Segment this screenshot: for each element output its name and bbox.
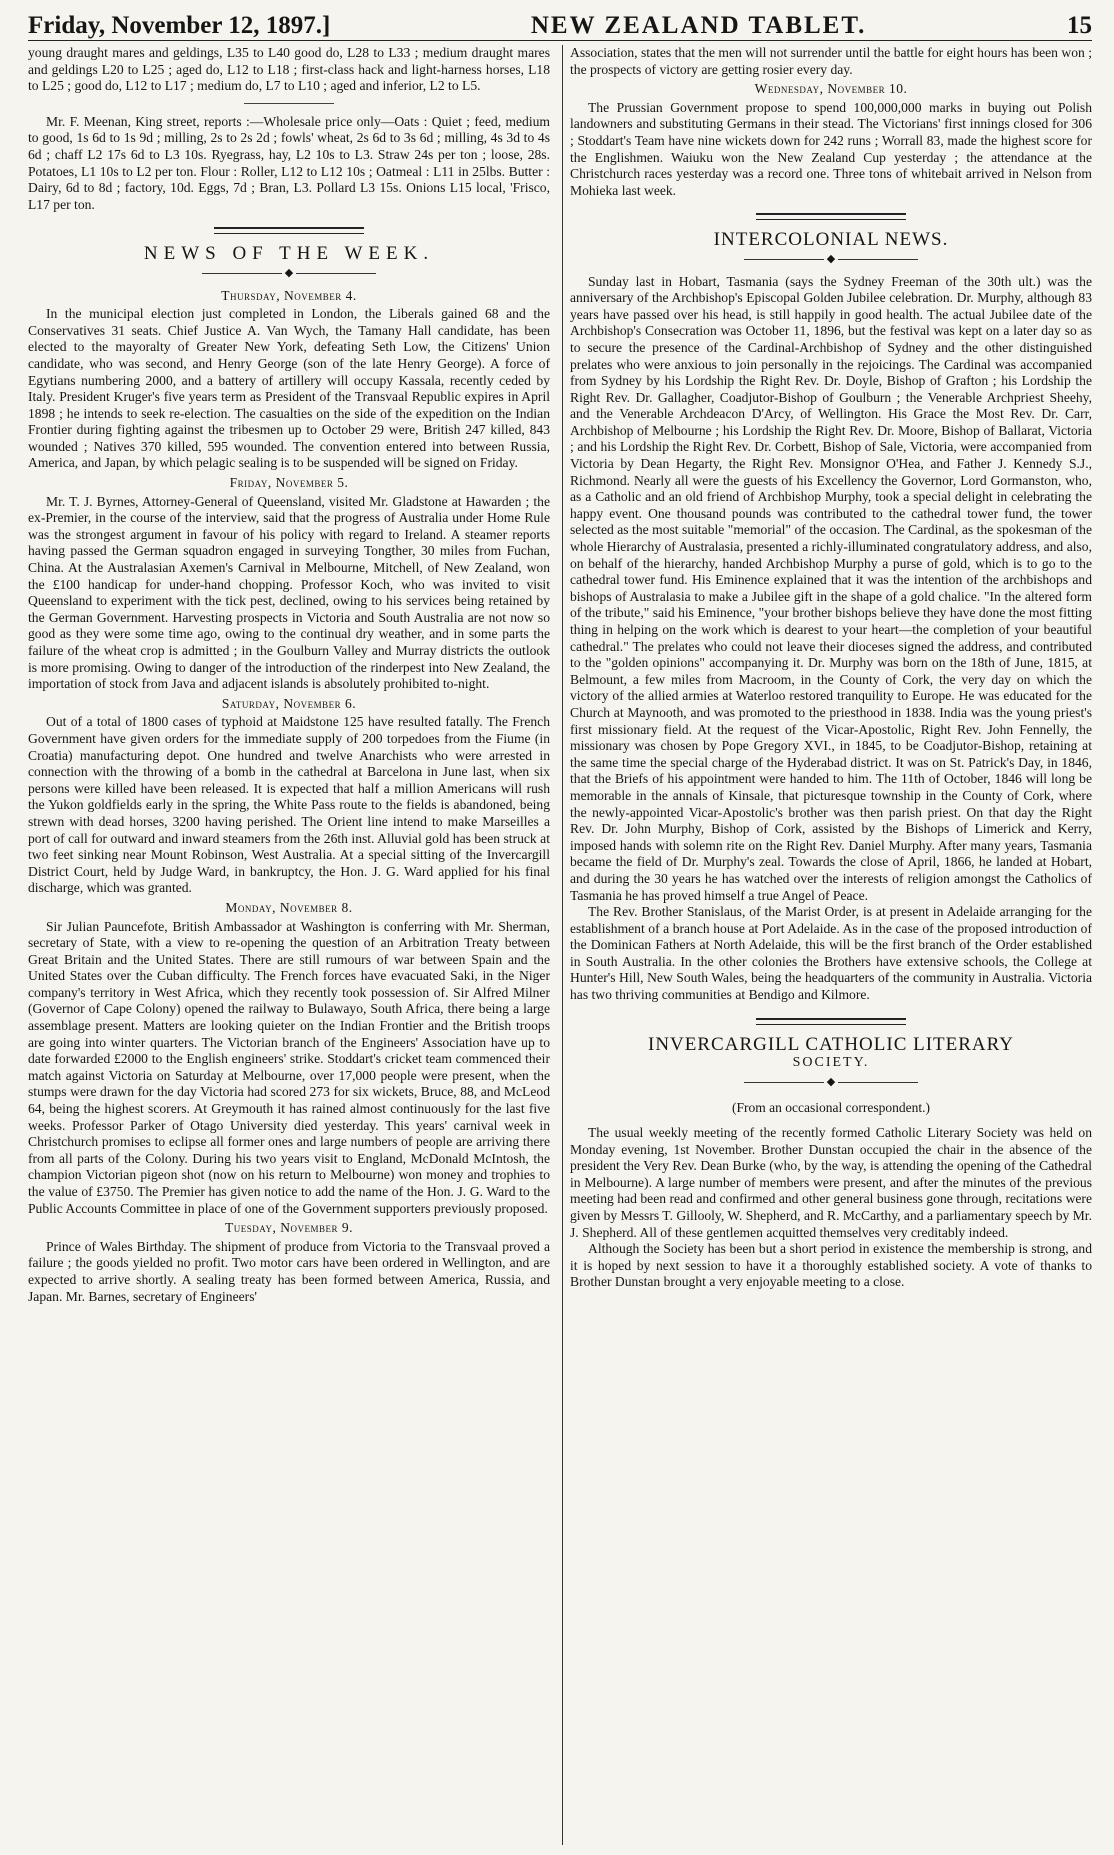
diamond-icon: ◆ [284, 266, 294, 279]
news-continued: Association, states that the men will not surrender until the battle for eight hours has been won ; the prospects of victory are getting rosier every day. [570, 45, 1092, 77]
divider [244, 103, 334, 104]
thursday-news: In the municipal election just completed in London, the Liberals gained 68 and the Conservatives 31 seats. Chief Justice A. Van Wych, the Tamany Hall candidate, has been elected to the mayoralty of Greater New York, defeating Seth Low, the Citizens' Union candidate, who was second, and Henry George (son of the late Henry George). A force of Egytians numbering 2000, and a battery of artillery will occupy Kassala, recently ceded by Italy. President Kruger's five years term as President of the Transvaal Republic expires in April 1898 ; he intends to seek re-election. The casualties on the side of the expedition on the Indian Frontier during fighting against the tribesmen up to October 29 were, British 247 killed, 843 wounded ; Natives 370 killed, 595 wounded. The convention entered into between Russia, America, and Japan, by which pelagic sealing is to be suspended will be signed on Friday. [28, 306, 550, 471]
left-column [28, 45, 560, 1305]
issue-date: Friday, November 12, 1897.] [28, 12, 331, 39]
column-divider [562, 45, 563, 1845]
tuesday-heading: Tuesday, November 9. [225, 1220, 353, 1236]
correspondent-line: (From an occasional correspondent.) [732, 1100, 930, 1116]
saturday-heading: Saturday, November 6. [221, 695, 357, 711]
monday-news: Sir Julian Pauncefote, British Ambassador at Washington is conferring with Mr. Sherman, secretary of State, with a view to re-opening the question of an Arbitration Treaty between Great Britain and the United States. There are still rumours of war between Spain and the United States over the Cuban difficulty. The French forces have evacuated Saki, in the Niger company's territory in West Africa, which they recently took possession of. Sir Alfred Milner (Governor of Cape Colony) opened the railway to Bulawayo, South Africa, there being a large assemblage present. Matters are looking quieter on the Indian Frontier and the British troops are going into winter quarters. The Victorian branch of the Engineers' Association have up to date forwarded £2000 to the English engineers' strike. Stoddart's cricket team commenced their match against Victoria on Saturday at Melbourne, over 17,000 people were present, when the stumps were drawn for the day Victoria had scored 273 for six wickets, Bruce, 88, and McLeod 64, being the highest scorers. At Greymouth it has rained almost continuously for the last five weeks. Professor Parker of Otago University died yesterday. This years' carnival week in Christchurch promises to eclipse all former ones and large numbers of people are arriving there from all parts of the Colony. During his two years visit to England, McDonald McIntosh, the champion Victorian pigeon shot (now on his return to Melbourne) won money and trophies to the value of £3750. The Premier has given notice to add the name of the Hon. J. G. Ward to the Public Accounts Committee in place of one of the Government supporters previously proposed. [28, 918, 550, 1216]
columns [28, 45, 1092, 1305]
page-header [28, 6, 1092, 41]
ornament [570, 1074, 1092, 1091]
friday-news: Mr. T. J. Byrnes, Attorney-General of Queensland, visited Mr. Gladstone at Hawarden ; the ex-Premier, in the course of the interview, said that the progress of Australia under Home Rule was the strongest argument in favour of his policy with regard to Ireland. A steamer reports having passed the German squadron engaged in surveying Tongther, 30 miles from Fuchan, China. At the Australasian Axemen's Carnival in Melbourne, Mitchell, of New Zealand, won the £100 handicap for under-hand chopping. Professor Koch, who was invited to visit Queensland to experiment with the tick pest, declined, owing to his services being retained by the German Government. Harvesting prospects in Victoria and South Australia are not now so good as they were some time ago, owing to the continual dry weather, and in some parts the failure of the wheat crop is admitted ; in the Goulburn Valley and Murray districts the outlook is more promising. Owing to danger of the introduction of the rinderpest into New Zealand, the importation of stock from Java and adjacent islands is absolutely prohibited to-night. [28, 493, 550, 692]
literary-society-subheading: SOCIETY. [792, 1055, 870, 1071]
ornament [28, 265, 550, 282]
meenan-report: Mr. F. Meenan, King street, reports :—Wholesale price only—Oats : Quiet ; feed, medium to good, 1s 6d to 1s 9d ; milling, 2s to 2s 2d ; fowls' wheat, 2s 6d to 3s 6d ; milling, 4s 3d to 4s 6d ; chaff L2 17s 6d to L3 10s. Ryegrass, hay, L2 10s to L3. Straw 24s per ton ; loose, 28s. Potatoes, L1 10s to L2 per ton. Flour : Roller, L12 to L12 10s ; Oatmeal : L11 in 25lbs. Butter : Dairy, 6d to 8d ; factory, 10d. Eggs, 7d ; Bran, L3. Pollard L3 15s. Onions L15 local, 'Frisco, L17 per ton. [28, 113, 550, 212]
literary-society-report: The usual weekly meeting of the recently formed Catholic Literary Society was held on Monday evening, 1st November. Brother Dunstan occupied the chair in the absence of the president the Very Rev. Dean Burke (who, by the way, is attending the opening of the Cathedral in Melbourne). A large number of members were present, and after the minutes of the previous meeting had been read and confirmed and other general business gone through, recitations were given by Messrs T. Gillooly, W. Shepherd, and R. McCarthy, and a parliamentary speech by Mr. J. Shepherd. All of these gentlemen acquitted themselves very creditably indeed. [570, 1125, 1092, 1240]
ornament [570, 251, 1092, 268]
intercolonial-article: Sunday last in Hobart, Tasmania (says the Sydney Freeman of the 30th ult.) was the anniversary of the Archbishop's Episcopal Golden Jubilee celebration. Dr. Murphy, although 83 years have passed over his head, is still happily in good health. The actual Jubilee date of the Archbishop's Consecration was October 11, 1896, but the festival was kept on a later day so as to secure the presence of the Cardinal-Archbishop of Sydney and the other distinguished prelates who were anxious to join personally in the rejoicings. The Cardinal was accompanied from Sydney by his Lordship the Right Rev. Dr. Doyle, Bishop of Grafton ; his Lordship the Right Rev. Dr. Gallagher, Coadjutor-Bishop of Goulburn ; the Venerable Archpriest Sheehy, and the Venerable Archdeacon D'Arcy, of Wellington. His Grace the Most Rev. Dr. Carr, Archbishop of Melbourne ; his Lordship the Right Rev. Dr. Moore, Bishop of Ballarat, Victoria ; and his Lordship the Right Rev. Dr. Corbett, Bishop of Sale, Victoria, were accompanied from Victoria by Dean Hegarty, the Right Rev. Monsignor O'Hea, and Father J. Kennedy S.J., Richmond. Nearly all were the guests of his Excellency the Governor, Lord Gormanston, who, as a Catholic and an old friend of Archbishop Murphy, took a special delight in celebrating the happy event. One thousand pounds was contributed to the cathedral tower fund, the tower selected as the most suitable "memorial" of the occasion. The Cardinal, as the spokesman of the whole Hierarchy of Australasia, presented a richly-illuminated congratulatory address, and also, on behalf of the hierarchy, handed Archbishop Murphy a purse of gold, which is to go to the cathedral tower fund. His Eminence explained that it was the intention of the archbishops and bishops of Australasia to make a Jubilee gift in the shape of a gold chalice. "In the altered form of the tribute," said his Eminence, "your brother bishops believe they have done the most fitting thing in helping on the work which is dearest to your heart—the completion of your beautiful cathedral." The prelates who could not leave their dioceses signed the address, and contributed to the "golden opinions" accompanying it. Dr. Murphy was born on the 18th of June, 1815, at Belmount, a few miles from Macroom, in the County of Cork, the very day on which the victory of the allied armies at Waterloo restored tranquility to Europe. He was educated for the Church at Maynooth, and was promoted to the priesthood in 1838. India was the young priest's first missionary field. At the request of the Vicar-Apostolic, Right Rev. John Fennelly, the missionary was chosen by Pope Gregory XVI., in 1845, to be Coadjutor-Bishop, retaining at the same time the special charge of the Hyderabad district. It was on St. Patrick's Day, in 1846, that the Briefs of his appointment were handed to him. The 11th of October, 1846 will long be memorable in the annals of Kinsale, that picturesque township in the County of Cork, where the newly-appointed Vicar-Apostolic's brother was then parish priest. On that day the Right Rev. Dr. John Murphy, Bishop of Cork, assisted by the Bishops of Limerick and Kerry, imposed hands with solemn rite on the Right Rev. Daniel Murphy. After many years, Tasmania became the field of Dr. Murphy's zeal. Towards the close of April, 1866, he landed at Hobart, and during the 30 years he has watched over the interests of religion amongst the Catholics of Tasmania he has proved himself a true Angel of Peace. [570, 273, 1092, 903]
literary-society-heading: INVERCARGILL CATHOLIC LITERARY [648, 1033, 1014, 1055]
intercolonial-article: The Rev. Brother Stanislaus, of the Marist Order, is at present in Adelaide arranging for the establishment of a branch house at Port Adelaide. As in the case of the proposed introduction of the Dominican Fathers at North Adelaide, this will be the first branch of the Order established in South Australia. In the other colonies the Brothers have extensive schools, the College at Hunter's Hill, New South Wales, being the headquarters of the community in Australia. Victoria has two thriving communities at Bendigo and Kilmore. [570, 904, 1092, 1003]
diamond-icon: ◆ [826, 252, 836, 265]
masthead-title: NEW ZEALAND TABLET. [530, 12, 867, 39]
tuesday-news: Prince of Wales Birthday. The shipment of produce from Victoria to the Transvaal proved a failure ; the goods yielded no profit. Two motor cars have been ordered in Wellington, and are expected to arrive shortly. A sealing treaty has been formed between America, Russia, and Japan. Mr. Barnes, secretary of Engineers' [28, 1238, 550, 1304]
page-number: 15 [1067, 12, 1092, 39]
wednesday-news: The Prussian Government propose to spend 100,000,000 marks in buying out Polish landowners and substituting Germans in their stead. The Victorians' first innings closed for 306 ; Stoddart's Team have nine wickets down for 242 runs ; Worrall 83, made the highest score for the Englishmen. Waiuku won the New Zealand Cup yesterday ; the attendance at the Christchurch races yesterday was a record one. Three tons of whitebait arrived in Nelson from Mohieka last week. [570, 99, 1092, 198]
friday-heading: Friday, November 5. [229, 475, 349, 491]
diamond-icon: ◆ [826, 1075, 836, 1088]
wednesday-heading: Wednesday, November 10. [754, 81, 908, 97]
news-of-the-week-heading: NEWS OF THE WEEK. [143, 243, 435, 265]
right-column [560, 45, 1092, 1305]
market-report-continued: young draught mares and geldings, L35 to L40 good do, L28 to L33 ; medium draught mares and geldings L20 to L25 ; aged do, L12 to L18 ; first-class hack and light-harness horses, L18 to L25 ; good do, L12 to L17 ; medium do, L7 to L10 ; aged and inferior, L2 to L5. [28, 45, 550, 94]
section-rule [756, 1018, 906, 1025]
section-rule [214, 227, 364, 234]
thursday-heading: Thursday, November 4. [221, 287, 357, 303]
literary-society-report: Although the Society has been but a short period in existence the membership is strong, and it is hoped by next session to have it a thoroughly established society. A vote of thanks to Brother Dunstan brought a very enjoyable meeting to a close. [570, 1241, 1092, 1290]
section-rule [756, 213, 906, 220]
intercolonial-heading: INTERCOLONIAL NEWS. [713, 229, 949, 251]
monday-heading: Monday, November 8. [225, 899, 353, 915]
saturday-news: Out of a total of 1800 cases of typhoid at Maidstone 125 have resulted fatally. The French Government have given orders for the immediate supply of 200 torpedoes from the Fiume (in Croatia) manufacturing depot. One hundred and twelve Anarchists who were arrested in connection with the throwing of a bomb in the cathedral at Barcelona in June last, when six persons were killed have been released. It is expected that half a million Americans will rush the Yukon goldfields early in the spring, the White Pass route to the fields is abandoned, being strewn with dead horses, 3200 having perished. The Orient line intend to make Marseilles a port of call for outward and inward steamers from the 26th inst. Alluvial gold has been struck at two feet sinking near Mount Robinson, West Australia. At a special sitting of the Invercargill District Court, held by Judge Ward, in bankruptcy, the Hon. J. G. Ward applied for his final discharge, which was granted. [28, 714, 550, 896]
